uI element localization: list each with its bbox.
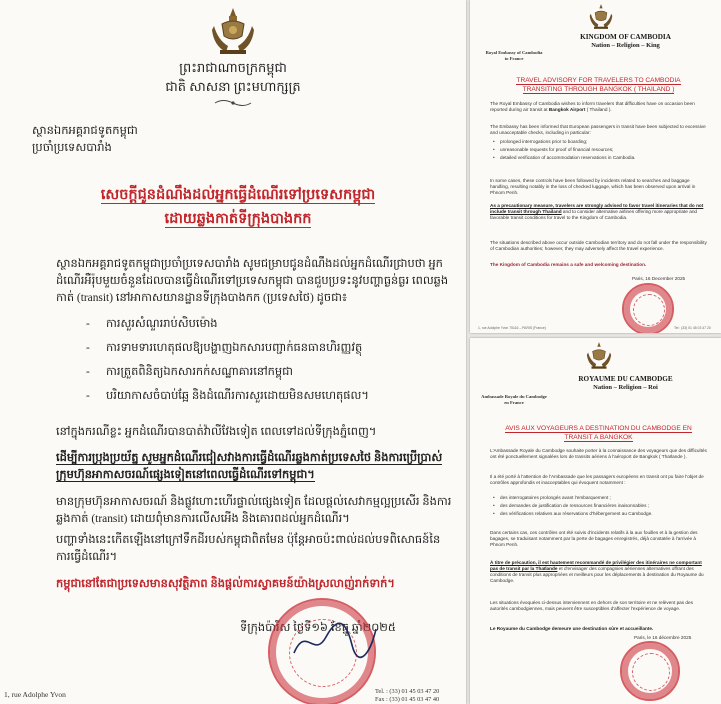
paragraph-closing: The Kingdom of Cambodia remains a safe and welcoming destination. <box>490 262 647 267</box>
checks-list <box>500 138 707 162</box>
official-stamp <box>620 641 680 701</box>
advisory-title: TRAVEL ADVISORY FOR TRAVELERS TO CAMBODIA TRANSITING THROUGH BANGKOK ( THAILAND ) <box>516 77 681 93</box>
royal-crest-icon <box>208 6 258 58</box>
kingdom-title: KINGDOM OF CAMBODIA <box>580 33 671 41</box>
signature-icon <box>290 615 380 665</box>
national-motto: ជាតិ សាសនា ព្រះមហាក្សត្រ <box>165 79 301 94</box>
list-item: • prolonged interrogations prior to boarding; <box>500 138 707 146</box>
embassy-address: 1, rue Adolphe Yvon <box>4 690 66 699</box>
list-item: - បរិយាកាសចំបាប់ឆ្អែ និងដំណើរការសួរដោយមិនសមហេតុផល។ <box>106 384 452 408</box>
list-item: • detailed verification of accommodation reservations in Cambodia. <box>500 154 707 162</box>
footer-address: 1, rue Adolphe Yvon 75116 – PARIS (France) <box>478 326 546 330</box>
list-item: - ការទាមទារហេតុផលឱ្យបង្ហាញឯកសារបញ្ជាក់ធនធានហិរញ្ញវត្ថុ <box>106 336 452 360</box>
paragraph: Il a été porté à l'attention de l'Ambassade que les passagers européens en transit ont pu faire l'objet de contrôles approfondis et inacceptables qui évoquent notamment : <box>490 474 704 485</box>
checks-list <box>500 494 707 518</box>
paragraph-advice: À titre de précaution, il est hautement recommandé de privilégier des itinéraires ne comportant pas de transit par la Thaïlande et d'envisager des compagnies aériennes alternatives offrant des conditions de transit plus appropriées et meilleurs pour les déplacements à destination du Royaume du Cambodge. <box>490 560 704 583</box>
advisory-date: Paris, le 16 décembre 2025 <box>634 635 692 640</box>
paragraph-closing: កម្ពុជានៅតែជាប្រទេសមានសុវត្ថិភាព និងផ្តល់ការស្វាគមន៍យ៉ាងស្រលាញ់រាក់ទាក់។ <box>56 578 395 590</box>
embassy-name: ស្ថានឯកអគ្គរាជទូតកម្ពុជា ប្រចាំប្រទេសបារាំង <box>32 125 138 154</box>
paragraph-advice: As a precautionary measure, travelers are strongly advised to favor travel itineraries that do not include transit through Thailand and to consider alternative airlines offering more appropriate and favorable transit conditions for travel to the Kingdom of Cambodia. <box>490 203 704 220</box>
list-item: - ការត្រួតពិនិត្យឯកសារកក់សណ្ឋាគារនៅកម្ពុជា <box>106 360 452 384</box>
royal-crest-icon <box>587 3 615 31</box>
embassy-phone: Tel. : (33) 01 45 03 47 20 Fax : (33) 01 45 03 47 40 <box>375 688 440 703</box>
paragraph: Dans certains cas, ces contrôles ont été suivis d'incidents relatifs à la aux fouilles et à la gestion des bagages, se traduisant notamment par la perte de bagages enregistrés, déjà constatée à l'arrivée à Phnom Penh. <box>490 530 698 547</box>
english-advisory-page <box>470 0 721 333</box>
paragraph: មានក្រុមហ៊ុនអាកាសចរណ៍ និងផ្លូវហោះហើរផ្ទាល់ផ្សេងទៀត ដែលផ្តល់សេវាកម្មល្អប្រសើរ និងការឆ្លងកាត់ (transit) ដោយពុំមានការលើសអើង និងគោរពដល់អ្នកដំណើរ។ <box>56 496 452 525</box>
paragraph: The situations described above occur outside Cambodian territory and do not fall under the responsibility of Cambodian authorities; however, they may adversely affect the travel experience. <box>490 240 707 251</box>
paragraph: Les situations évoquées ci-dessus interviennent en dehors de son territoire et ne relèvent pas des autorités cambodgiennes, mais peuvent être susceptibles d'affecter l'expérience de voyage. <box>490 600 693 611</box>
paragraph: In some cases, these controls have been followed by incidents related to searches and baggage handling, resulting notably in the loss of checked luggage, which has been observed upon arrival in Phnom Penh. <box>490 178 696 195</box>
paragraph: នៅក្នុងករណីខ្លះ អ្នកដំណើរបានបាត់វ៉ាលីវែងទៀត ពេលទៅដល់ទីក្រុងភ្នំពេញ។ <box>56 426 377 438</box>
paragraph: The Embassy has been informed that European passengers in transit have been subjected to excessive and unacceptable checks, including in particular: <box>490 124 706 135</box>
list-item: • unreasonable requests for proof of financial resources; <box>500 146 707 154</box>
national-motto: Nation – Religion – Roi <box>593 384 658 391</box>
list-item: - ការសួរសំណួររាប់សិបម៉ោង <box>106 312 452 336</box>
list-item: • des vérifications relatives aux réservations d'hébergement au Cambodge. <box>500 510 707 518</box>
footer-phone: Tel : (33) 01 45 03 47 20 <box>674 326 711 330</box>
kingdom-title: ROYAUME DU CAMBODGE <box>578 375 673 383</box>
list-item: • des demandes de justification de ressources financières inaisonnables ; <box>500 502 707 510</box>
notice-date: ទីក្រុងប៉ារីស ថ្ងៃទី១៦ ខែធ្នូ ឆ្នាំ២០២៥ <box>240 622 396 634</box>
royal-crest-icon <box>584 341 614 371</box>
paragraph-closing: Le Royaume du Cambodge demeure une destination sûre et accueillante. <box>490 626 654 631</box>
issue-list <box>106 312 452 408</box>
paragraph-advice: ដើម្បីការប្រុងប្រយ័ត្ន សូមអ្នកដំណើរជៀសវាងការធ្វើដំណើរឆ្លងកាត់ប្រទេសថៃ និងការប្រើប្រាស់ក្រុមហ៊ុនអាកាសចរណ៍ផ្សេងទៀតនៅពេលធ្វើដំណើរទៅកម្ពុជា។ <box>56 452 443 481</box>
notice-title: សេចក្តីជូនដំណឹងដល់អ្នកធ្វើដំណើរទៅប្រទេសកម្ពុជា ដោយឆ្លងកាត់ទីក្រុងបាងកក <box>100 187 376 227</box>
national-motto: Nation – Religion – King <box>591 42 660 49</box>
paragraph: The Royal Embassy of Cambodia wishes to inform travelers that difficulties have on occasion been reported during air transit at Bangkok Airport ( Thailand ). <box>490 101 695 112</box>
paragraph: បញ្ហាទាំងនេះកើតឡើងនៅក្រៅទឹកដីរបស់កម្ពុជាពិតមែន ប៉ុន្តែអាចប៉ះពាល់ដល់បទពិសោធន៍នៃការធ្វើដំណើរ។ <box>56 534 441 563</box>
embassy-name: Royal Embassy of Cambodia to France <box>485 50 543 61</box>
ornament-divider-icon <box>213 98 253 108</box>
french-advisory-page <box>470 338 721 704</box>
kingdom-title: ព្រះរាជាណាចក្រកម្ពុជា <box>179 60 287 75</box>
paragraph: ស្ថានឯកអគ្គរាជទូតកម្ពុជាប្រចាំប្រទេសបារាំង សូមជម្រាបជូនដំណឹងដល់អ្នកដំណើរជ្រាបថា អ្នកដំណើរអឺរ៉ុបមួយចំនួនដែលបានធ្វើដំណើរទៅប្រទេសកម្ពុជា បានជួបប្រទះនូវបញ្ហាធ្ងន់ធ្ងរ ពេលឆ្លងកាត់ (transit) នៅអាកាសយានដ្ឋានទីក្រុងបាងកក (ប្រទេសថៃ) ដូចជា៖ <box>56 258 449 304</box>
advisory-title: AVIS AUX VOYAGEURS A DESTINATION DU CAMBODGE EN TRANSIT A BANGKOK <box>505 425 692 441</box>
advisory-date: Paris, 16 December 2025 <box>632 276 686 281</box>
paragraph: L'Ambassade Royale du Cambodge souhaite porter à la connaissance des voyageurs que des difficultés ont été ponctuellement signalées lors de transits aériens à l'aéroport de Bangkok ( Thaïlande ). <box>490 448 707 459</box>
embassy-name: Ambassade Royale du Cambodge en France <box>481 394 547 405</box>
list-item: • des interrogatoires prolongés avant l'embarquement ; <box>500 494 707 502</box>
official-stamp <box>622 283 674 333</box>
